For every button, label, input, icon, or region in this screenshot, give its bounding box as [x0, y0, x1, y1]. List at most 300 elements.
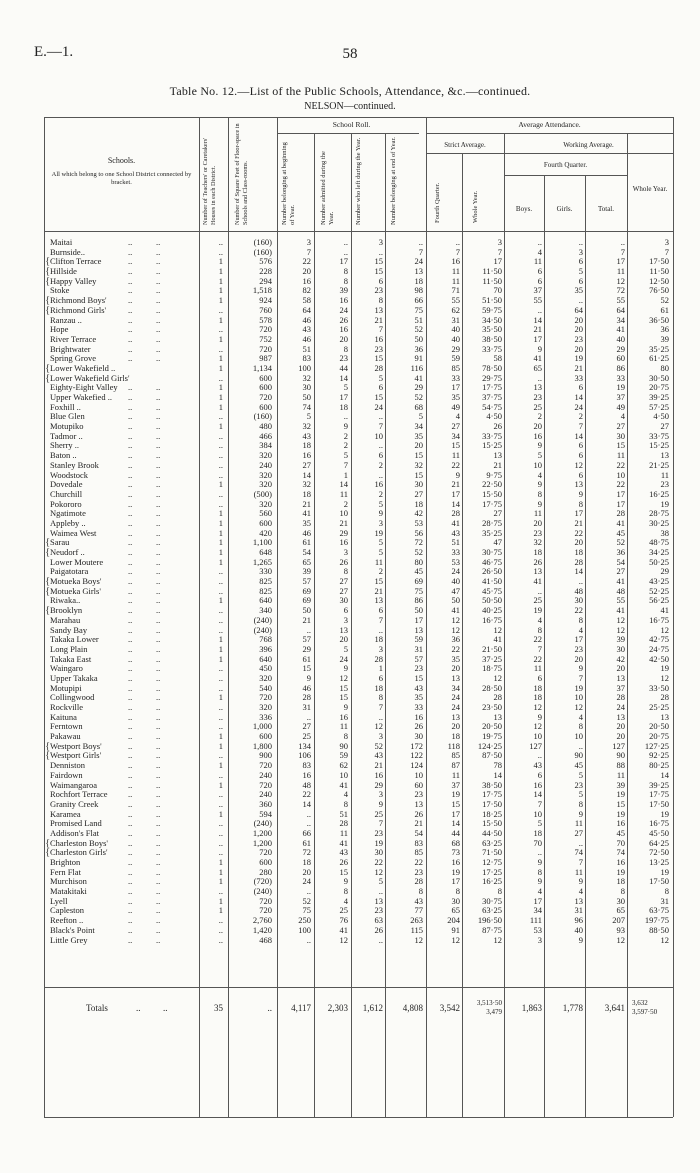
- cell-strict-year: 15·50: [482, 818, 502, 829]
- total-header: Total.: [597, 205, 615, 213]
- school-name: Lower Moutere: [50, 556, 104, 567]
- cell-roll-end: 10: [414, 769, 423, 780]
- cell-roll-admitted: ..: [343, 246, 348, 257]
- leader-dots: ..: [128, 663, 133, 674]
- cell-floor-space: 720: [259, 343, 272, 354]
- cell-total: 28: [616, 692, 625, 703]
- cell-roll-end: 66: [414, 295, 423, 306]
- cell-boys: ..: [537, 750, 542, 761]
- cell-girls: 7: [578, 857, 583, 867]
- cell-boys: 9: [537, 857, 542, 867]
- cell-girls: 64: [574, 304, 583, 315]
- cell-floor-space: 384: [259, 440, 272, 451]
- cell-total: 15: [616, 798, 625, 809]
- cell-houses: 1: [218, 595, 223, 606]
- leader-dots: ..: [156, 576, 161, 587]
- cell-strict-year: 78: [493, 760, 502, 771]
- cell-roll-begin: 27: [302, 459, 311, 470]
- cell-strict-quarter: 4: [455, 411, 460, 422]
- cell-strict-year: 28·75: [482, 517, 502, 528]
- cell-girls: 48: [574, 585, 583, 596]
- cell-whole-year: 12·50: [649, 275, 669, 286]
- leader-dots: ..: [156, 314, 161, 325]
- cell-roll-admitted: 21: [339, 517, 348, 528]
- cell-strict-year: 26: [493, 421, 502, 432]
- cell-roll-left: 5: [378, 547, 383, 557]
- cell-boys: 4: [537, 886, 542, 897]
- cell-strict-year: 28: [493, 692, 502, 703]
- cell-boys: 13: [533, 566, 542, 577]
- cell-floor-space: 360: [259, 798, 272, 809]
- cell-houses: ..: [218, 837, 223, 848]
- cell-roll-end: ..: [418, 237, 423, 247]
- cell-whole-year: 80: [660, 362, 669, 373]
- cell-floor-space: 720: [259, 895, 272, 906]
- cell-roll-admitted: 16: [339, 324, 348, 335]
- cell-roll-begin: 25: [302, 731, 311, 742]
- cell-strict-year: 58: [493, 353, 502, 364]
- cell-strict-year: 17: [493, 256, 502, 267]
- school-name: Matakitaki: [50, 886, 87, 897]
- leader-dots: ..: [156, 295, 161, 306]
- cell-roll-begin: 100: [298, 924, 311, 935]
- cell-floor-space: 768: [259, 634, 272, 645]
- totals-roll-admitted: 2,303: [327, 1003, 348, 1013]
- school-name: Blue Glen: [50, 411, 85, 422]
- cell-strict-quarter: 17: [451, 382, 460, 393]
- cell-girls: 28: [574, 556, 583, 567]
- cell-roll-left: 30: [374, 847, 383, 858]
- cell-boys: 10: [533, 731, 542, 742]
- cell-roll-admitted: 9: [343, 663, 348, 674]
- leader-dots: ..: [156, 876, 161, 887]
- leader-dots: ..: [128, 295, 133, 306]
- cell-roll-left: ..: [378, 711, 383, 722]
- cell-girls: 4: [578, 886, 583, 897]
- cell-strict-year: 196·50: [477, 915, 502, 926]
- school-name: Lower Wakefield Girls': [50, 372, 130, 383]
- cell-roll-end: 122: [410, 750, 423, 761]
- cell-roll-begin: 14: [302, 469, 311, 480]
- cell-whole-year: 39·25: [649, 392, 669, 402]
- leader-dots: ..: [128, 517, 133, 528]
- cell-total: 11: [616, 266, 625, 277]
- cell-boys: 4: [537, 246, 542, 257]
- cell-floor-space: 336: [259, 711, 272, 722]
- cell-roll-admitted: 43: [339, 847, 348, 858]
- cell-floor-space: 825: [259, 585, 272, 596]
- cell-roll-left: 8: [378, 692, 383, 703]
- school-name: Waingaro: [50, 663, 83, 674]
- cell-girls: 23: [574, 643, 583, 654]
- cell-strict-quarter: 24: [451, 566, 460, 577]
- leader-dots: ..: [156, 508, 161, 519]
- cell-total: 55: [616, 595, 625, 606]
- cell-girls: 74: [574, 847, 583, 858]
- leader-dots: ..: [156, 692, 161, 703]
- cell-floor-space: 640: [259, 595, 272, 606]
- leader-dots: ..: [128, 876, 133, 887]
- cell-strict-year: 71·50: [482, 847, 502, 858]
- cell-boys: 6: [537, 672, 542, 683]
- working-average-header: Working Average.: [563, 141, 614, 149]
- avg-attendance-header: Average Attendance.: [518, 120, 581, 129]
- school-name: Tadmor ..: [50, 430, 83, 441]
- cell-roll-begin: ..: [306, 818, 311, 829]
- cell-roll-left: 15: [374, 266, 383, 277]
- cell-roll-begin: 46: [302, 333, 311, 344]
- cell-total: 37: [616, 682, 625, 693]
- cell-houses: 1: [218, 266, 223, 277]
- cell-roll-end: 20: [414, 440, 423, 451]
- cell-roll-admitted: 16: [339, 711, 348, 722]
- cell-roll-begin: 32: [302, 372, 311, 383]
- leader-dots: ..: [128, 934, 133, 945]
- cell-floor-space: 720: [259, 905, 272, 916]
- cell-roll-admitted: 14: [339, 479, 348, 490]
- leader-dots: ..: [156, 237, 161, 247]
- cell-roll-admitted: 12: [339, 672, 348, 683]
- leader-dots: ..: [156, 643, 161, 654]
- cell-houses: ..: [218, 237, 223, 247]
- roll-left-header: Number who left during the Year.: [355, 137, 362, 225]
- cell-roll-admitted: 15: [339, 866, 348, 877]
- cell-strict-quarter: 65: [451, 905, 460, 916]
- cell-roll-end: 72: [414, 537, 423, 548]
- cell-roll-begin: 41: [302, 508, 311, 519]
- cell-roll-begin: 46: [302, 314, 311, 325]
- cell-strict-year: 30·75: [482, 895, 502, 906]
- cell-total: 7: [620, 246, 625, 257]
- cell-roll-begin: ..: [306, 711, 311, 722]
- totals-row: [44, 999, 673, 1023]
- cell-roll-admitted: 5: [343, 382, 348, 393]
- cell-whole-year: 72·50: [649, 847, 669, 858]
- cell-floor-space: 1,518: [252, 285, 272, 296]
- cell-floor-space: 760: [259, 304, 272, 315]
- whole-year-strict-header: Whole Year.: [472, 191, 479, 223]
- cell-roll-end: 98: [414, 285, 423, 296]
- cell-floor-space: 330: [259, 566, 272, 577]
- cell-strict-year: 20·50: [482, 721, 502, 732]
- cell-strict-year: 40·25: [482, 605, 502, 616]
- cell-roll-left: 22: [374, 857, 383, 867]
- totals-roll-left: 1,612: [362, 1003, 383, 1013]
- cell-strict-quarter: 85: [451, 362, 460, 373]
- cell-boys: ..: [537, 847, 542, 858]
- cell-roll-left: 1: [378, 663, 383, 674]
- school-name: Marahau: [50, 614, 81, 625]
- cell-girls: 13: [574, 479, 583, 490]
- leader-dots: ..: [128, 498, 133, 509]
- cell-strict-year: 63·25: [482, 837, 502, 848]
- leader-dots: ..: [128, 508, 133, 519]
- leader-dots: ..: [128, 672, 133, 683]
- cell-whole-year: 33·75: [649, 430, 669, 441]
- cell-total: 11: [616, 769, 625, 780]
- cell-strict-year: 33·75: [482, 343, 502, 354]
- cell-strict-quarter: 40: [451, 333, 460, 344]
- cell-whole-year: 11·50: [649, 266, 669, 277]
- cell-girls: 19: [574, 353, 583, 364]
- cell-floor-space: 1,800: [252, 740, 272, 751]
- cell-roll-end: 75: [414, 304, 423, 315]
- cell-strict-quarter: 24: [451, 702, 460, 712]
- cell-girls: 6: [578, 469, 583, 480]
- cell-strict-quarter: 87: [451, 760, 460, 771]
- cell-total: 74: [616, 847, 625, 858]
- cell-roll-end: 69: [414, 576, 423, 587]
- district-bracket: {: [45, 371, 51, 384]
- cell-floor-space: 450: [259, 663, 272, 674]
- leader-dots: ..: [128, 798, 133, 809]
- cell-total: 10: [616, 469, 625, 480]
- schools-note: All which belong to one School District connected by bracket.: [51, 171, 192, 186]
- school-name: Motueka Boys': [50, 576, 102, 587]
- cell-whole-year: 39·25: [649, 779, 669, 790]
- cell-roll-begin: 32: [302, 479, 311, 490]
- cell-houses: ..: [218, 343, 223, 354]
- cell-roll-admitted: 51: [339, 808, 348, 819]
- cell-girls: 12: [574, 702, 583, 712]
- cell-floor-space: 987: [259, 353, 272, 364]
- cell-houses: ..: [218, 614, 223, 625]
- cell-whole-year: 16·75: [649, 614, 669, 625]
- whole-year-working-header: Whole Year.: [632, 185, 668, 193]
- cell-roll-left: 16: [374, 769, 383, 780]
- cell-boys: 8: [537, 488, 542, 499]
- leader-dots: ..: [128, 760, 133, 771]
- cell-strict-quarter: 28: [451, 508, 460, 519]
- cell-girls: 11: [574, 866, 583, 877]
- cell-boys: 21: [533, 324, 542, 335]
- cell-strict-year: 29·75: [482, 372, 502, 383]
- totals-total: 3,641: [604, 1003, 625, 1013]
- cell-houses: 1: [218, 895, 223, 906]
- cell-whole-year: 19: [660, 498, 669, 509]
- cell-whole-year: 36: [660, 324, 669, 335]
- cell-roll-left: 6: [378, 450, 383, 461]
- cell-roll-end: 83: [414, 837, 423, 848]
- leader-dots: ..: [156, 246, 161, 257]
- cell-whole-year: 17·50: [649, 876, 669, 887]
- cell-strict-quarter: 18: [451, 731, 460, 742]
- cell-strict-quarter: 17: [451, 876, 460, 887]
- cell-strict-year: 41: [493, 634, 502, 645]
- district-bracket: {: [45, 265, 51, 278]
- school-name: Waimangaroa: [50, 779, 97, 790]
- cell-roll-end: 30: [414, 731, 423, 742]
- cell-roll-end: 13: [414, 798, 423, 809]
- cell-roll-begin: 52: [302, 895, 311, 906]
- school-name: Ngatimote: [50, 508, 86, 519]
- cell-girls: 5: [578, 266, 583, 277]
- cell-roll-end: 91: [414, 353, 423, 364]
- roll-admitted-header: Number admitted during the Year.: [320, 151, 335, 225]
- totals-label: Totals: [86, 1003, 108, 1013]
- school-name: Riwaka..: [50, 595, 81, 606]
- leader-dots: ..: [156, 702, 161, 712]
- school-name: Maitai: [50, 237, 73, 247]
- cell-houses: ..: [218, 711, 223, 722]
- fourth-quarter-header: Fourth Quarter.: [543, 161, 588, 169]
- cell-girls: 17: [574, 508, 583, 519]
- cell-strict-quarter: 9: [455, 469, 460, 480]
- cell-roll-admitted: 14: [339, 372, 348, 383]
- cell-boys: 43: [533, 760, 542, 771]
- cell-houses: 1: [218, 731, 223, 742]
- cell-roll-begin: 43: [302, 324, 311, 335]
- cell-houses: ..: [218, 663, 223, 674]
- cell-roll-end: 50: [414, 333, 423, 344]
- cell-strict-quarter: 14: [451, 818, 460, 829]
- cell-strict-quarter: 14: [451, 498, 460, 509]
- cell-roll-begin: 9: [306, 672, 311, 683]
- cell-roll-end: 43: [414, 682, 423, 693]
- cell-strict-quarter: 20: [451, 721, 460, 732]
- cell-girls: ..: [578, 237, 583, 247]
- cell-strict-quarter: 118: [447, 740, 460, 751]
- cell-floor-space: 466: [259, 430, 272, 441]
- leader-dots: ..: [156, 324, 161, 335]
- school-name: Takaka Lower: [50, 634, 99, 645]
- cell-roll-admitted: 90: [339, 740, 348, 751]
- cell-houses: 1: [218, 692, 223, 703]
- cell-boys: ..: [537, 585, 542, 596]
- cell-strict-quarter: 73: [451, 847, 460, 858]
- cell-roll-left: 12: [374, 866, 383, 877]
- cell-roll-begin: 22: [302, 789, 311, 800]
- cell-boys: 32: [533, 537, 542, 548]
- totals-houses: 35: [214, 1003, 223, 1013]
- cell-boys: 18: [533, 692, 542, 703]
- cell-strict-quarter: 11: [451, 266, 460, 277]
- leader-dots: ..: [128, 808, 133, 819]
- col-rule: [673, 117, 674, 1117]
- leader-dots: ..: [156, 721, 161, 732]
- cell-girls: 8: [578, 721, 583, 732]
- cell-total: 13: [616, 711, 625, 722]
- cell-strict-year: 19·75: [482, 731, 502, 742]
- cell-roll-admitted: 8: [343, 798, 348, 809]
- cell-roll-begin: 72: [302, 847, 311, 858]
- cell-total: 24: [616, 702, 625, 712]
- cell-roll-begin: 20: [302, 266, 311, 277]
- leader-dots: ..: [156, 266, 161, 277]
- cell-boys: ..: [537, 237, 542, 247]
- cell-strict-quarter: 16: [451, 256, 460, 267]
- cell-houses: 1: [218, 392, 223, 402]
- totals-dots: ..: [136, 1003, 141, 1013]
- cell-roll-begin: 21: [302, 498, 311, 509]
- school-name: Neudorf ..: [50, 547, 85, 557]
- cell-strict-year: 16·25: [482, 876, 502, 887]
- cell-total: 28: [616, 508, 625, 519]
- cell-roll-admitted: 8: [343, 731, 348, 742]
- totals-floor: ..: [267, 1003, 272, 1013]
- cell-roll-left: ..: [378, 624, 383, 635]
- cell-total: 22: [616, 479, 625, 490]
- cell-roll-end: 36: [414, 343, 423, 354]
- cell-roll-left: 21: [374, 585, 383, 596]
- cell-whole-year: 41: [660, 605, 669, 616]
- cell-whole-year: 7: [664, 246, 669, 257]
- cell-boys: 23: [533, 527, 542, 538]
- cell-roll-admitted: 20: [339, 634, 348, 645]
- cell-strict-year: 8: [497, 886, 502, 897]
- cell-roll-left: 6: [378, 382, 383, 393]
- leader-dots: ..: [128, 614, 133, 625]
- cell-roll-left: ..: [378, 934, 383, 945]
- cell-roll-left: 16: [374, 479, 383, 490]
- cell-total: 4: [620, 411, 625, 422]
- cell-roll-end: 18: [414, 275, 423, 286]
- girls-header: Girls.: [556, 205, 573, 213]
- cell-whole-year: 19: [660, 808, 669, 819]
- cell-girls: 20: [574, 653, 583, 664]
- cell-whole-year: 20·75: [649, 731, 669, 742]
- cell-total: 12: [616, 614, 625, 625]
- cell-floor-space: 594: [259, 808, 272, 819]
- cell-whole-year: 13: [660, 450, 669, 461]
- cell-roll-end: 29: [414, 382, 423, 393]
- cell-strict-quarter: 55: [451, 295, 460, 306]
- school-name: Motueka Girls': [50, 585, 101, 596]
- leader-dots: ..: [156, 605, 161, 616]
- cell-whole-year: 21·25: [649, 459, 669, 470]
- leader-dots: ..: [128, 401, 133, 412]
- cell-boys: 9: [537, 876, 542, 887]
- cell-roll-admitted: 26: [339, 314, 348, 325]
- leader-dots: ..: [156, 886, 161, 897]
- cell-strict-quarter: 62: [451, 304, 460, 315]
- leader-dots: ..: [156, 421, 161, 432]
- cell-total: ..: [620, 237, 625, 247]
- cell-strict-year: 87·50: [482, 750, 502, 761]
- leader-dots: ..: [156, 731, 161, 742]
- cell-strict-year: 27: [493, 508, 502, 519]
- cell-floor-space: 240: [259, 789, 272, 800]
- cell-roll-begin: 46: [302, 682, 311, 693]
- leader-dots: ..: [128, 634, 133, 645]
- cell-strict-quarter: 49: [451, 401, 460, 412]
- cell-roll-admitted: 76: [339, 915, 348, 926]
- cell-roll-admitted: 11: [339, 721, 348, 732]
- cell-roll-left: 15: [374, 353, 383, 364]
- cell-total: 127: [612, 740, 625, 751]
- leader-dots: ..: [128, 847, 133, 858]
- cell-roll-admitted: 17: [339, 392, 348, 402]
- cell-roll-left: 15: [374, 256, 383, 267]
- cell-roll-end: 53: [414, 517, 423, 528]
- cell-roll-admitted: 4: [343, 895, 348, 906]
- cell-houses: 1: [218, 295, 223, 306]
- cell-houses: 1: [218, 634, 223, 645]
- cell-roll-left: 26: [374, 924, 383, 935]
- school-name: Foxhill ..: [50, 401, 81, 412]
- cell-boys: 18: [533, 827, 542, 838]
- leader-dots: ..: [128, 692, 133, 703]
- page-number: 58: [342, 46, 358, 62]
- school-name: Brighton: [50, 857, 81, 867]
- cell-girls: 14: [574, 430, 583, 441]
- cell-whole-year: 80·25: [649, 760, 669, 771]
- cell-roll-left: 9: [378, 798, 383, 809]
- cell-roll-begin: 24: [302, 876, 311, 887]
- cell-houses: ..: [218, 440, 223, 451]
- cell-total: 42: [616, 653, 625, 664]
- cell-total: 54: [616, 556, 625, 567]
